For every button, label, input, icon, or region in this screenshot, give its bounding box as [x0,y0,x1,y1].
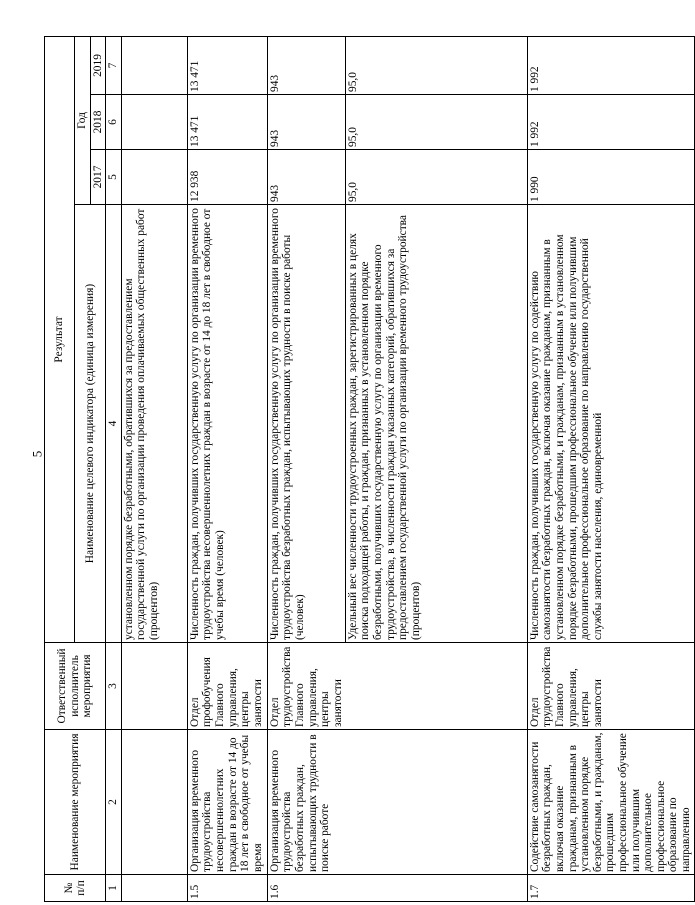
col-number: 5 [106,150,122,205]
row-value-2018: 13 471 [187,95,267,150]
row-value-2017: 12 938 [187,150,267,205]
row-value-2017: 943 [267,150,345,205]
col-number: 6 [106,95,122,150]
row-value-2019: 1 992 [527,36,694,94]
rotated-table-sheet [44,37,692,902]
col-number: 1 [106,875,122,902]
row-executor: Отдел профобучения Главного управления, центры занятости [187,643,267,730]
row-event [121,730,187,875]
row-num [121,875,187,902]
header-indicator: Наименование целевого индикатора (единица измерения) [75,205,106,643]
row-num: 1.7 [527,875,694,902]
row-value-2019 [121,36,187,94]
row-indicator-share: Удельный вес численности трудоустроенных граждан, зарегистрированных в целях поиска подходящей работы, и граждан, признанных в установленном порядке безработными, получивших государственную услугу по организации временного трудоустройства, в численности граждан указанных категорий, обратившихся за предоставлением государственной услуги по организации временного трудоустройства (процентов) [345,205,527,643]
header-2017: 2017 [90,150,106,205]
row-executor [121,643,187,730]
header-2019: 2019 [90,36,106,94]
header-result: Результат [45,36,75,642]
column-number-row [106,36,122,901]
col-number: 4 [106,205,122,643]
row-value-2017: 1 990 [527,150,694,205]
row-value-2018 [121,95,187,150]
row-indicator: установленном порядке безработными, обратившихся за предоставлением государственной услуги по организации проведения оплачиваемых общественных работ (процентов) [121,205,187,643]
indicators-table [44,36,695,902]
row-value-2018: 1 992 [527,95,694,150]
row-share-2019: 95,0 [345,36,527,94]
header-year: Год [75,36,91,204]
row-indicator: Численность граждан, получивших государственную услугу по организации временного трудоустройства безработных граждан, испытывающих трудности в поиске работы (человек) [267,205,345,643]
row-value-2018: 943 [267,95,345,150]
table-row [187,36,267,901]
col-number: 3 [106,643,122,730]
row-executor: Отдел трудоустройства Главного управления, центры занятости [527,643,694,730]
table-row [267,36,345,901]
row-indicator: Численность граждан, получивших государственную услугу по организации временного трудоустройства несовершеннолетних граждан в возрасте от 14 до 18 лет в свободное от учебы время (человек) [187,205,267,643]
row-executor: Отдел трудоустройства Главного управления, центры занятости [267,643,527,730]
header-2018: 2018 [90,95,106,150]
header-num: № п/п [45,875,106,902]
row-num: 1.5 [187,875,267,902]
row-num: 1.6 [267,875,527,902]
row-value-2019: 943 [267,36,345,94]
table-row [527,36,694,901]
row-value-2017 [121,150,187,205]
row-event: Организация временного трудоустройства безработных граждан, испытывающих трудности в поиске работе [267,730,527,875]
row-event: Содействие самозанятости безработных граждан, включая оказание гражданам, признанным в установленном порядке безработными, и гражданам, прошедшим профессиональное обучение или получившим дополнительное профессиональное образование по направлению [527,730,694,875]
col-number: 7 [106,36,122,94]
row-share-2017: 95,0 [345,150,527,205]
row-event: Организация временного трудоустройства несовершеннолетних граждан в возрасте от 14 до 18 лет в свободное от учебы время [187,730,267,875]
page-number: 5 [29,450,45,458]
row-value-2019: 13 471 [187,36,267,94]
row-share-2018: 95,0 [345,95,527,150]
col-number: 2 [106,730,122,875]
table-row [121,36,187,901]
row-indicator: Численность граждан, получивших государственную услугу по содействию самозанятости безработных граждан, включая оказание гражданам, признанным в установленном порядке безработными, и гражданам, признанным в установленном порядке безработными, прошедшим профессиональное обучение или получившим дополнительное профессиональное образование по направлению государственной службы занятости населения, единовременной [527,205,694,643]
header-executor: Ответственный исполнитель мероприятия [45,643,106,730]
header-event: Наименование мероприятия [45,730,106,875]
